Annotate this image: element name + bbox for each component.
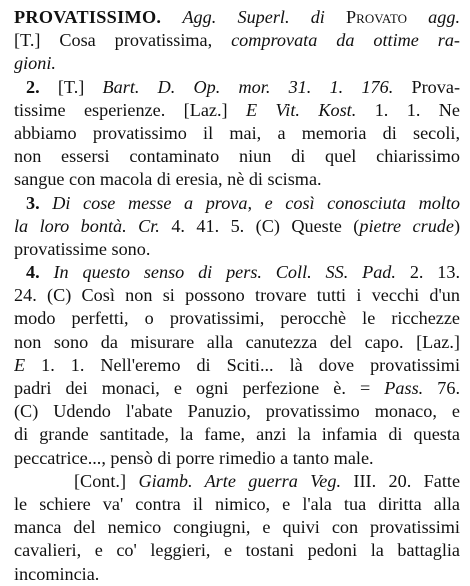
sense-4-line-7: (C) Udendo l'abate Panuzio, provatissimo monaco, e	[14, 401, 460, 422]
sense-number: 2.	[26, 76, 40, 97]
dictionary-entry	[14, 6, 460, 586]
entry-line-2	[14, 29, 460, 52]
sense-4-line-1	[14, 261, 460, 284]
sense-definition: Di cose messe a prova, e così conosciuta molto	[52, 192, 460, 213]
citation-ref: III. 20. Fatte	[353, 470, 460, 491]
sense-tag: [T.]	[57, 76, 85, 97]
sense-3-line-3: provatissime sono.	[14, 238, 151, 259]
citation: Cr.	[138, 215, 160, 236]
sense-4-line-9: peccatrice..., pensò di porre rimedio a tanto male.	[14, 447, 374, 468]
cont-line-1	[14, 470, 460, 493]
sense-4-line-2: 24. (C) Così non si possono trovare tutti i vecchi d'un	[14, 285, 460, 306]
cont-tag: [Cont.]	[74, 470, 127, 491]
definition-italic-end: gioni.	[14, 53, 56, 74]
sense-4-line-5	[14, 354, 460, 377]
derivation-of: di	[310, 7, 325, 27]
gloss: pietre crude	[359, 215, 454, 236]
citation-ref: 1. 1. Ne	[374, 99, 460, 120]
citation: E	[14, 354, 26, 375]
entry-line-3	[14, 52, 460, 75]
cont-line-5: incomincia.	[14, 563, 100, 584]
quote-text: 1. 1. Nell'eremo di Sciti... là dove provatissimi	[41, 354, 460, 375]
sense-3-line-1	[14, 192, 460, 215]
cont-line-3: manca del nemico congiugni, e quivi con provatissimi	[14, 517, 460, 538]
derivation-pos: agg.	[428, 7, 460, 27]
citation: E Vit. Kost.	[246, 99, 357, 120]
sense-4-line-6	[14, 377, 460, 400]
definition-plain: Cosa provatissima,	[59, 30, 213, 51]
headword: PROVATISSIMO.	[14, 7, 162, 27]
citation-ref: 2. 13.	[409, 262, 460, 283]
entry-line-1	[14, 6, 460, 29]
cont-line-4: cavalieri, e co' leggieri, e tostani pedoni la battaglia	[14, 540, 460, 561]
sense-2-line-3: abbiamo provatissimo il mai, a memoria di secoli,	[14, 122, 460, 143]
sense-2-line-5: sangue con macola di eresia, nè di scisma.	[14, 169, 322, 190]
citation-ref: 76.	[437, 378, 460, 398]
sense-4-line-3: modo perfetti, o provatissimi, perocchè le ricchezze	[14, 308, 460, 329]
definition-italic: comprovata da ottime ra-	[231, 30, 460, 51]
part-of-speech: Agg. Superl.	[182, 7, 290, 27]
citation: Pass.	[384, 378, 424, 398]
sense-2-line-2	[14, 99, 460, 122]
sense-3-line-2	[14, 215, 460, 238]
cont-line-2: le schiere va' contra il nimico, e l'ala tua diritta alla	[14, 493, 460, 514]
quote-start: Prova-	[411, 76, 460, 97]
sense-number: 4.	[26, 262, 40, 283]
sense-4-line-4: non sono da misurare alla canutezza del capo. [Laz.]	[14, 331, 460, 352]
derivation-target: Provato	[346, 7, 407, 27]
sense-number: 3.	[26, 192, 40, 213]
tag-t: [T.]	[14, 30, 41, 51]
sense-2-line-4: non essersi contaminato niun di quel chiarissimo	[14, 146, 460, 167]
sense-4-line-8: di grande santitade, la fame, anzi la infamia di questa	[14, 424, 460, 445]
quote-text: tissime esperienze. [Laz.]	[14, 99, 228, 120]
sense-definition: In questo senso di pers. Coll. SS. Pad.	[53, 262, 396, 283]
gloss-close: )	[453, 215, 460, 236]
citation-ref: 4. 41. 5. (C) Queste (	[171, 215, 360, 236]
citation: Giamb. Arte guerra Veg.	[138, 470, 341, 491]
sense-definition-end: la loro bontà.	[14, 215, 127, 236]
quote-text: padri dei monaci, e ogni perfezione è. =	[14, 378, 371, 398]
sense-2-line-1	[14, 76, 460, 99]
citation: Bart. D. Op. mor. 31. 1. 176.	[102, 76, 394, 97]
